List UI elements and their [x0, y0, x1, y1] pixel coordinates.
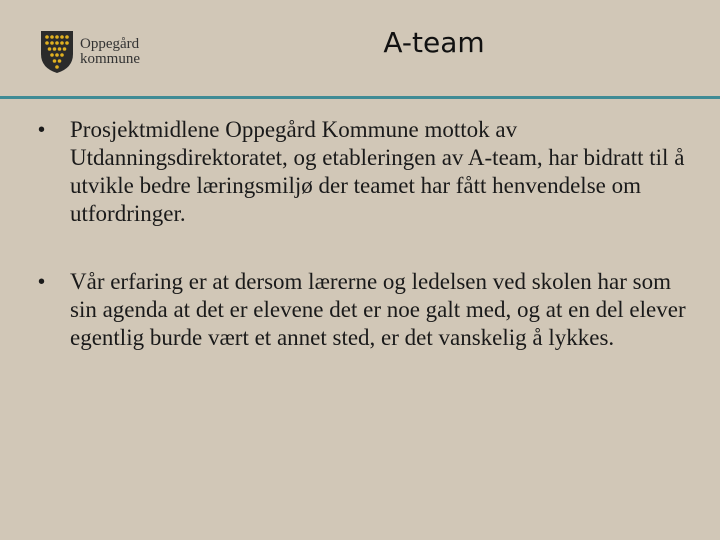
logo-text	[80, 37, 140, 67]
bullet-text: Prosjektmidlene Oppegård Kommune mottok av Utdanningsdirektoratet, og etableringen av A-team, har bidratt til å utvikle bedre læringsmiljø der teamet har fått henvendelse om utfordringer.	[70, 117, 685, 226]
title-divider	[0, 96, 720, 99]
bullet-dot-icon: •	[38, 271, 46, 293]
slide-title: A-team	[383, 26, 485, 59]
coat-of-arms-icon	[40, 30, 74, 74]
bullet-list	[36, 116, 686, 392]
bullet-item	[36, 268, 686, 352]
bullet-dot-icon: •	[38, 119, 46, 141]
logo-line-1: Oppegård	[80, 36, 140, 52]
bullet-item	[36, 116, 686, 228]
bullet-text: Vår erfaring er at dersom lærerne og ledelsen ved skolen har som sin agenda at det er elevene det er noe galt med, og at en del elever egentlig burde vært et annet sted, er det vanskelig å lykkes.	[70, 269, 686, 350]
logo	[40, 30, 140, 74]
logo-line-2: kommune	[80, 51, 140, 67]
